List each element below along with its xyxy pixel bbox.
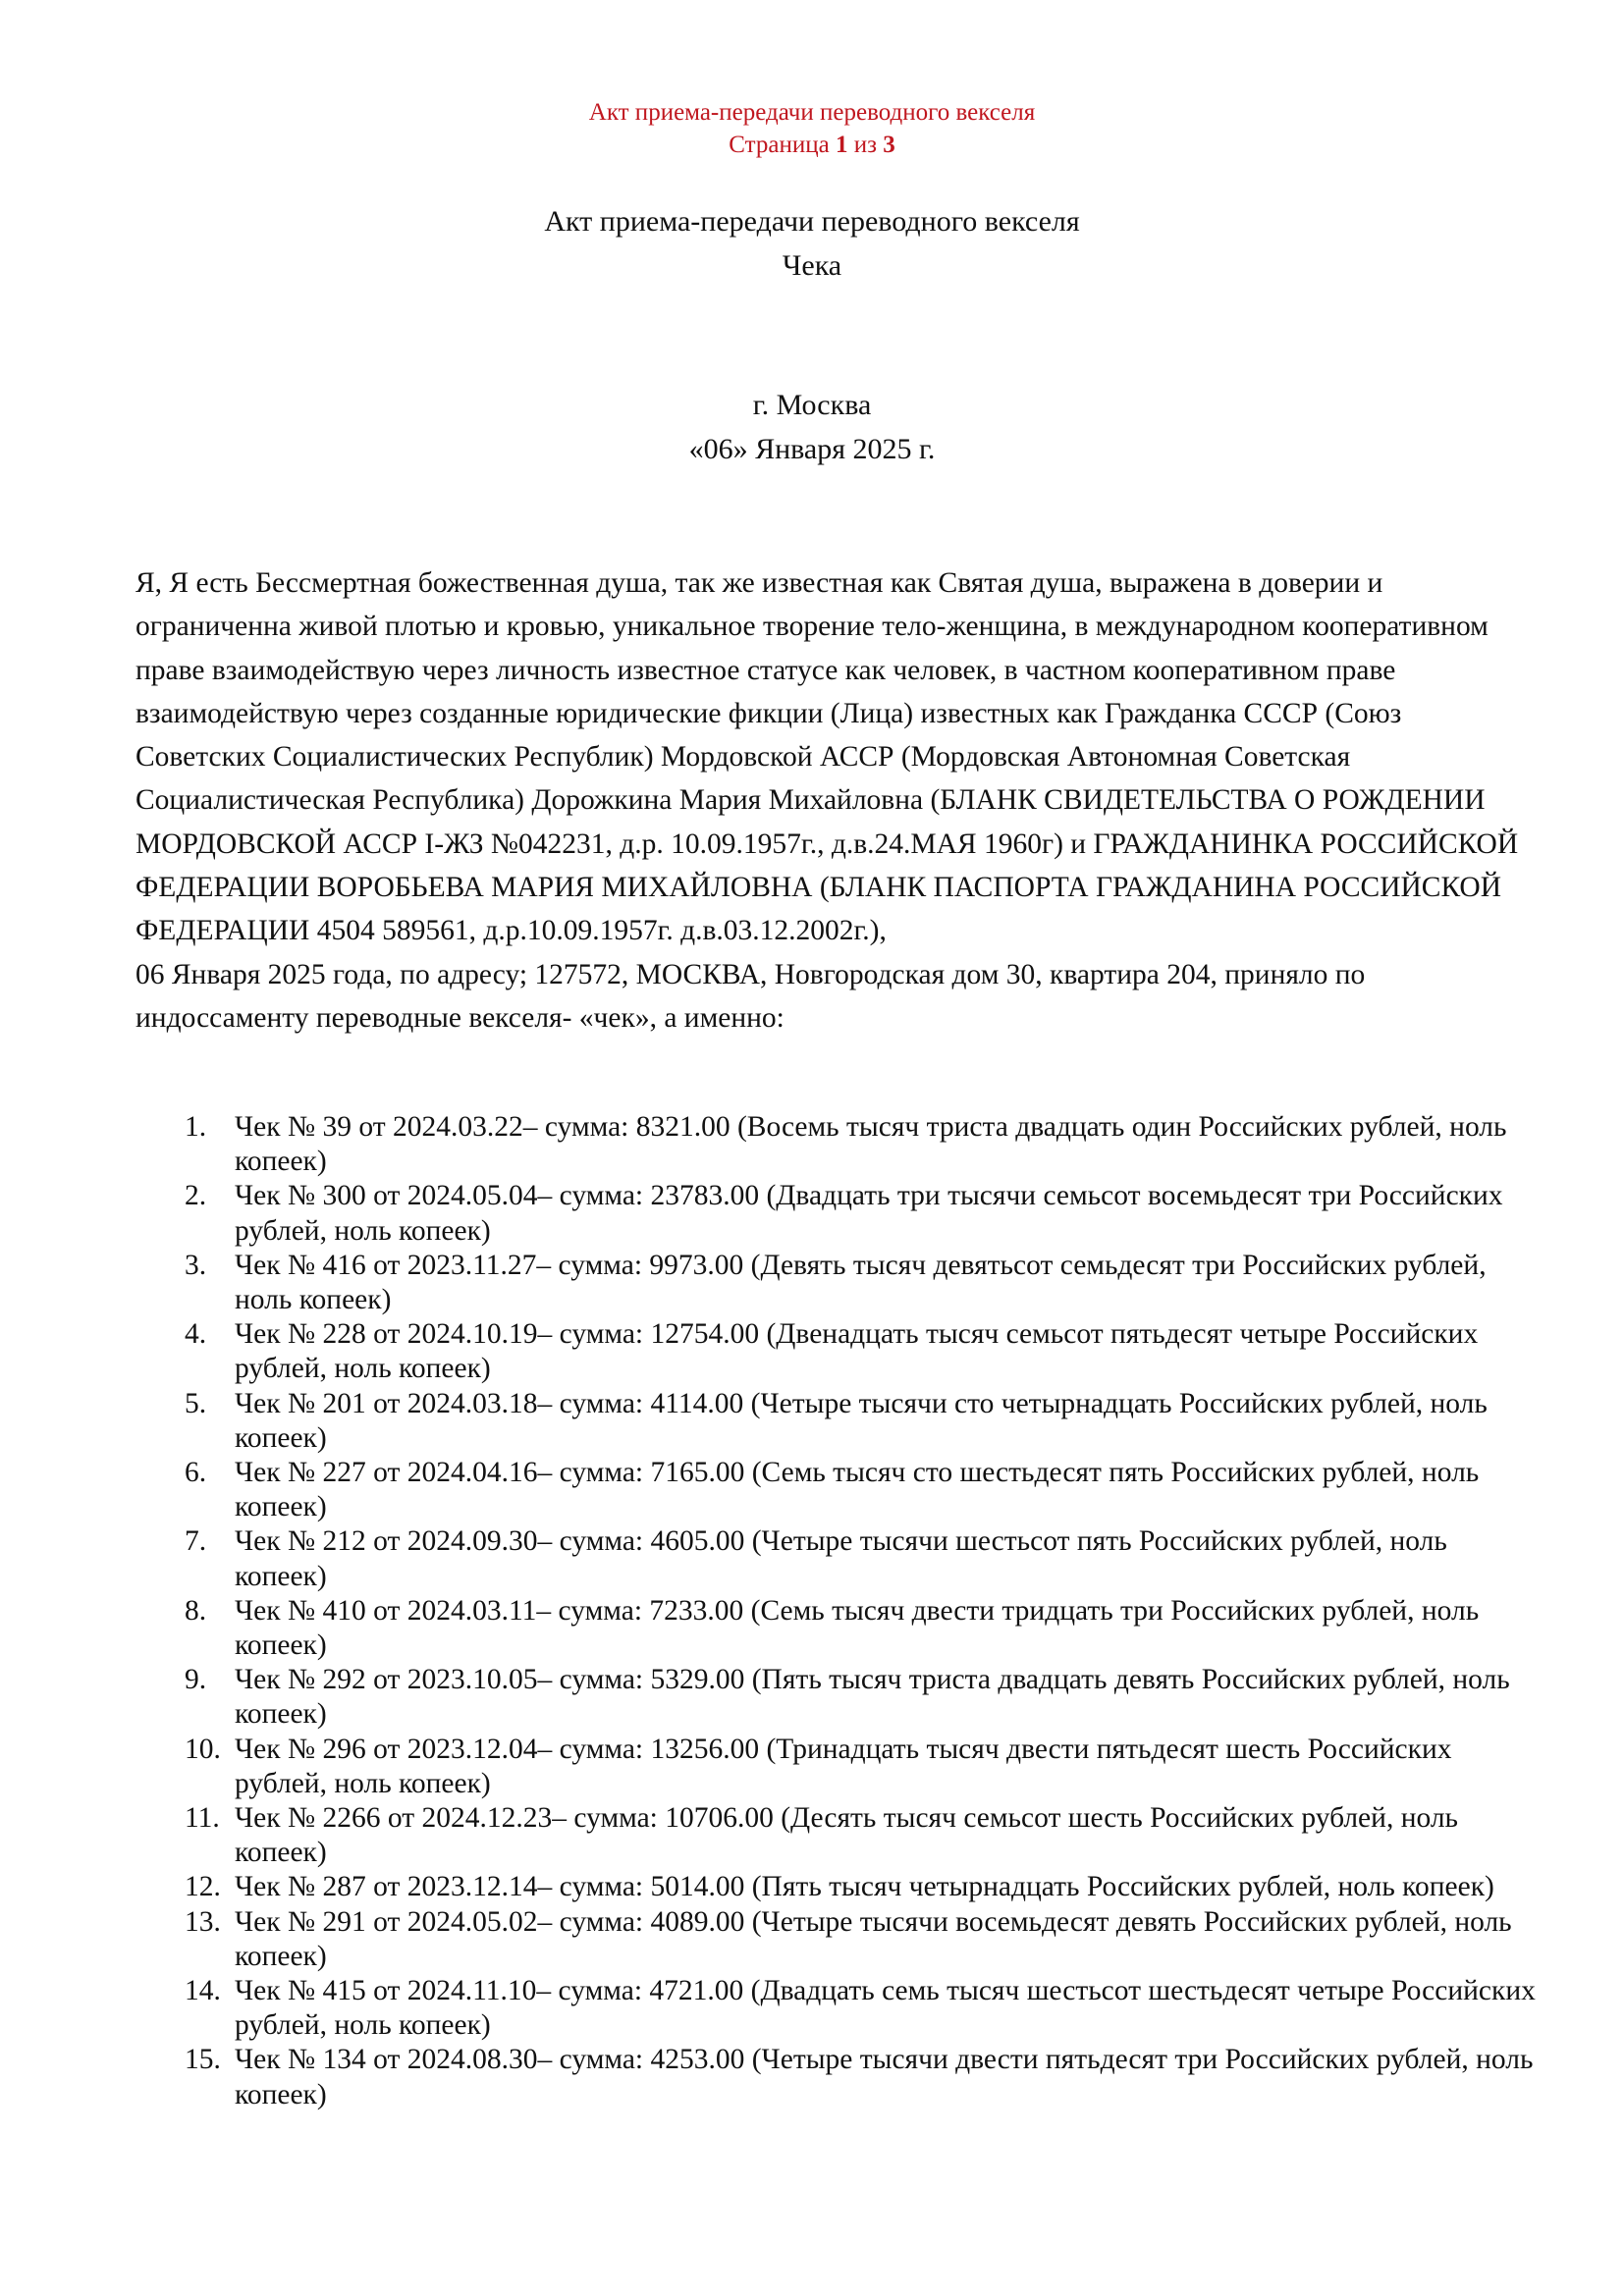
list-item <box>135 1387 1540 1456</box>
list-item-text: Чек № 227 от 2024.04.16– сумма: 7165.00 (Семь тысяч сто шестьдесят пять Российских рублей, ноль копеек) <box>235 1457 1480 1523</box>
list-item-number: 8. <box>185 1594 207 1627</box>
list-item <box>135 1905 1540 1974</box>
list-item <box>135 1317 1540 1386</box>
page-total: 3 <box>883 132 895 158</box>
list-item <box>135 1249 1540 1317</box>
list-item-number: 13. <box>185 1905 221 1938</box>
list-item <box>135 1733 1540 1801</box>
page-sep: из <box>853 132 877 158</box>
list-item-number: 10. <box>185 1733 221 1765</box>
list-item <box>135 1524 1540 1593</box>
list-item-text: Чек № 292 от 2023.10.05– сумма: 5329.00 (Пять тысяч триста двадцать девять Российских рублей, ноль копеек) <box>235 1664 1510 1731</box>
list-item-number: 5. <box>185 1387 207 1419</box>
list-item <box>135 1456 1540 1524</box>
body-paragraph <box>135 561 1530 1040</box>
list-item <box>135 1594 1540 1663</box>
list-item <box>135 1179 1540 1248</box>
list-item-text: Чек № 296 от 2023.12.04– сумма: 13256.00 (Тринадцать тысяч двести пятьдесят шесть Российских рублей, ноль копеек) <box>235 1733 1452 1799</box>
list-item <box>135 1801 1540 1870</box>
check-list <box>135 1110 1540 2112</box>
title-line-1: Акт приема-передачи переводного векселя <box>544 205 1080 238</box>
list-item-number: 3. <box>185 1249 207 1281</box>
list-item <box>135 1110 1540 1179</box>
list-item-number: 12. <box>185 1871 221 1903</box>
list-item-text: Чек № 410 от 2024.03.11– сумма: 7233.00 (Семь тысяч двести тридцать три Российских рублей, ноль копеек) <box>235 1594 1480 1662</box>
page-current: 1 <box>835 132 848 158</box>
list-item-text: Чек № 2266 от 2024.12.23– сумма: 10706.00 (Десять тысяч семьсот шесть Российских рублей, ноль копеек) <box>235 1802 1459 1869</box>
list-item-number: 4. <box>185 1318 207 1351</box>
page-prefix: Страница <box>729 132 830 158</box>
body-intro: Я, Я есть Бессмертная божественная душа, так же известная как Святая душа, выражена в доверии и ограниченна живой плотью и кровью, уникальное творение тело-женщина, в международном кооперативном праве взаимодействую через личность известное статусе как человек, в частном кооперативном праве взаимодействую через созданные юридические фикции (Лица) известных как Гражданка СССР (Союз Советских Социалистических Республик) Мордовской АССР (Мордовская Автономная Советская Социалистическая Республика) Дорожкина Мария Михайловна (БЛАНК СВИДЕТЕЛЬСТВА О РОЖДЕНИИ МОРДОВСКОЙ АССР I-ЖЗ №042231, д.р. 10.09.1957г., д.в.24.МАЯ 1960г) и ГРАЖДАНИНКА РОССИЙСКОЙ ФЕДЕРАЦИИ ВОРОБЬЕВА МАРИЯ МИХАЙЛОВНА (БЛАНК ПАСПОРТА ГРАЖДАНИНА РОССИЙСКОЙ ФЕДЕРАЦИИ 4504 589561, д.р.10.09.1957г. д.в.03.12.2002г.), <box>135 567 1519 947</box>
list-item-text: Чек № 291 от 2024.05.02– сумма: 4089.00 (Четыре тысячи восемьдесят девять Российских рублей, ноль копеек) <box>235 1905 1512 1972</box>
list-item-number: 15. <box>185 2044 221 2076</box>
list-item-text: Чек № 287 от 2023.12.14– сумма: 5014.00 (Пять тысяч четырнадцать Российских рублей, ноль копеек) <box>235 1871 1494 1903</box>
list-item-number: 1. <box>185 1111 207 1143</box>
list-item <box>135 2043 1540 2111</box>
city: г. Москва <box>752 389 872 421</box>
title-line-2: Чека <box>782 249 842 282</box>
list-item-text: Чек № 415 от 2024.11.10– сумма: 4721.00 (Двадцать семь тысяч шестьсот шестьдесят четыре Российских рублей, ноль копеек) <box>235 1975 1536 2042</box>
list-item-number: 2. <box>185 1180 207 1212</box>
list-item-text: Чек № 228 от 2024.10.19– сумма: 12754.00 (Двенадцать тысяч семьсот пятьдесят четыре Российских рублей, ноль копеек) <box>235 1318 1479 1385</box>
list-item-text: Чек № 201 от 2024.03.18– сумма: 4114.00 (Четыре тысячи сто четырнадцать Российских рублей, ноль копеек) <box>235 1387 1488 1454</box>
date: «06» Января 2025 г. <box>688 433 936 465</box>
list-item-text: Чек № 39 от 2024.03.22– сумма: 8321.00 (Восемь тысяч триста двадцать один Российских рублей, ноль копеек) <box>235 1111 1507 1178</box>
list-item-text: Чек № 416 от 2023.11.27– сумма: 9973.00 (Девять тысяч девятьсот семьдесят три Российских рублей, ноль копеек) <box>235 1249 1487 1316</box>
list-item-text: Чек № 300 от 2024.05.04– сумма: 23783.00 (Двадцать три тысячи семьсот восемьдесят три Российских рублей, ноль копеек) <box>235 1180 1503 1247</box>
page-counter <box>0 129 1624 161</box>
list-item <box>135 1663 1540 1732</box>
list-item-text: Чек № 212 от 2024.09.30– сумма: 4605.00 (Четыре тысячи шестьсот пять Российских рублей, ноль копеек) <box>235 1525 1447 1592</box>
list-item <box>135 1870 1540 1904</box>
place-and-date <box>0 383 1624 471</box>
list-item-number: 11. <box>185 1802 220 1835</box>
list-item-number: 6. <box>185 1457 207 1489</box>
header-title: Акт приема-передачи переводного векселя <box>588 99 1036 126</box>
list-item-number: 14. <box>185 1975 221 2007</box>
body-acceptance: 06 Января 2025 года, по адресу; 127572, МОСКВА, Новгородская дом 30, квартира 204, приняло по индоссаменту переводные векселя- «чек», а именно: <box>135 958 1366 1034</box>
document-title <box>0 199 1624 288</box>
list-item-number: 9. <box>185 1664 207 1696</box>
list-item <box>135 1974 1540 2043</box>
list-item-text: Чек № 134 от 2024.08.30– сумма: 4253.00 (Четыре тысячи двести пятьдесят три Российских рублей, ноль копеек) <box>235 2044 1534 2110</box>
page-header <box>0 96 1624 161</box>
list-item-number: 7. <box>185 1525 207 1558</box>
